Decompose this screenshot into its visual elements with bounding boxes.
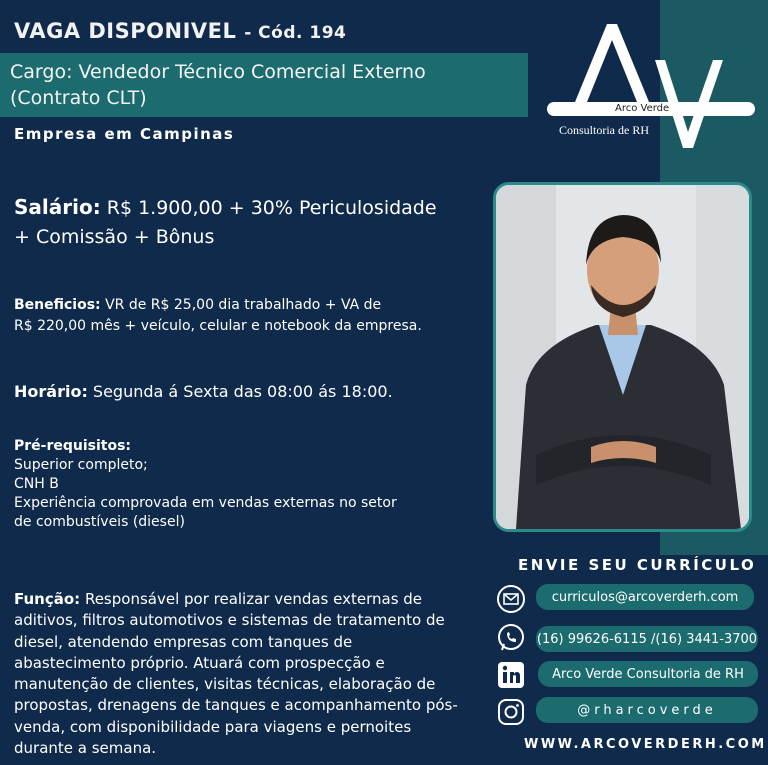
benefits-line-2: R$ 220,00 mês + veículo, celular e notebook da empresa. [14,318,422,334]
phone-link[interactable]: (16) 99626-6115 /(16) 3441-3700 [536,626,758,652]
linkedin-link[interactable]: Arco Verde Consultoria de RH [538,661,758,687]
cargo-banner [0,53,528,117]
linkedin-icon [496,660,526,690]
company-location: Empresa em Campinas [14,125,235,143]
function-line: venda, com disponibilidade para viagens e pernoites [14,717,412,736]
benefits-line-1: VR de R$ 25,00 dia trabalhado + VA de [100,297,382,313]
logo-brand: Arco Verde [615,103,670,114]
requirements-section [14,437,434,532]
website-link[interactable]: WWW.ARCOVERDERH.COM [524,737,767,752]
requirements-label: Pré-requisitos: [14,438,132,454]
requirement-item: CNH B [14,476,59,492]
salary-value: R$ 1.900,00 + 30% Periculosidade [100,197,437,219]
instagram-icon [496,697,526,727]
schedule-text: Segunda á Sexta das 08:00 ás 18:00. [87,382,393,401]
arco-verde-logo [545,20,760,150]
requirement-item: Experiência comprovada em vendas externas no setor [14,495,397,511]
phone-row [496,623,526,653]
job-title: VAGA DISPONIVEL - Cód. 194 [14,19,347,43]
requirement-item: Superior completo; [14,457,148,473]
email-icon [496,584,526,614]
schedule-section [14,382,484,401]
job-code: - Cód. 194 [244,23,347,43]
email-row [496,584,526,614]
function-line: manutenção de clientes, visitas técnicas, elaboração de [14,675,436,694]
function-line: diesel, atendendo empresas com tanques de [14,632,353,651]
function-line: aditivos, filtros automotivos e sistemas de tratamento de [14,611,445,630]
cargo-line-1: Cargo: Vendedor Técnico Comercial Externo [10,61,426,83]
function-label: Função: [14,590,81,608]
whatsapp-icon [496,623,526,653]
requirement-item: de combustíveis (diesel) [14,514,185,530]
salary-extras: + Comissão + Bônus [14,226,215,248]
send-cv-heading: ENVIE SEU CURRÍCULO [518,556,757,574]
instagram-link[interactable]: @rharcoverde [536,697,758,723]
function-line: propostas, drenagens de tanques e acompanhamento pós- [14,696,458,715]
candidate-photo [493,182,752,532]
email-link[interactable]: curriculos@arcoverderh.com [536,584,754,610]
instagram-row [496,697,526,727]
function-section [14,589,484,759]
logo-subtitle: Consultoria de RH [559,123,649,137]
function-line: durante a semana. [14,739,157,758]
function-line: Responsável por realizar vendas externas de [80,590,423,608]
benefits-section [14,295,484,337]
linkedin-row [496,660,526,690]
salary-label: Salário: [14,195,101,219]
businessman-illustration-icon [496,185,749,529]
cargo-line-2: (Contrato CLT) [10,87,147,109]
benefits-label: Beneficios: [14,297,101,313]
salary-section [14,193,484,252]
schedule-label: Horário: [14,382,88,401]
function-line: abastecimento próprio. Atuará com prospecção e [14,653,385,672]
